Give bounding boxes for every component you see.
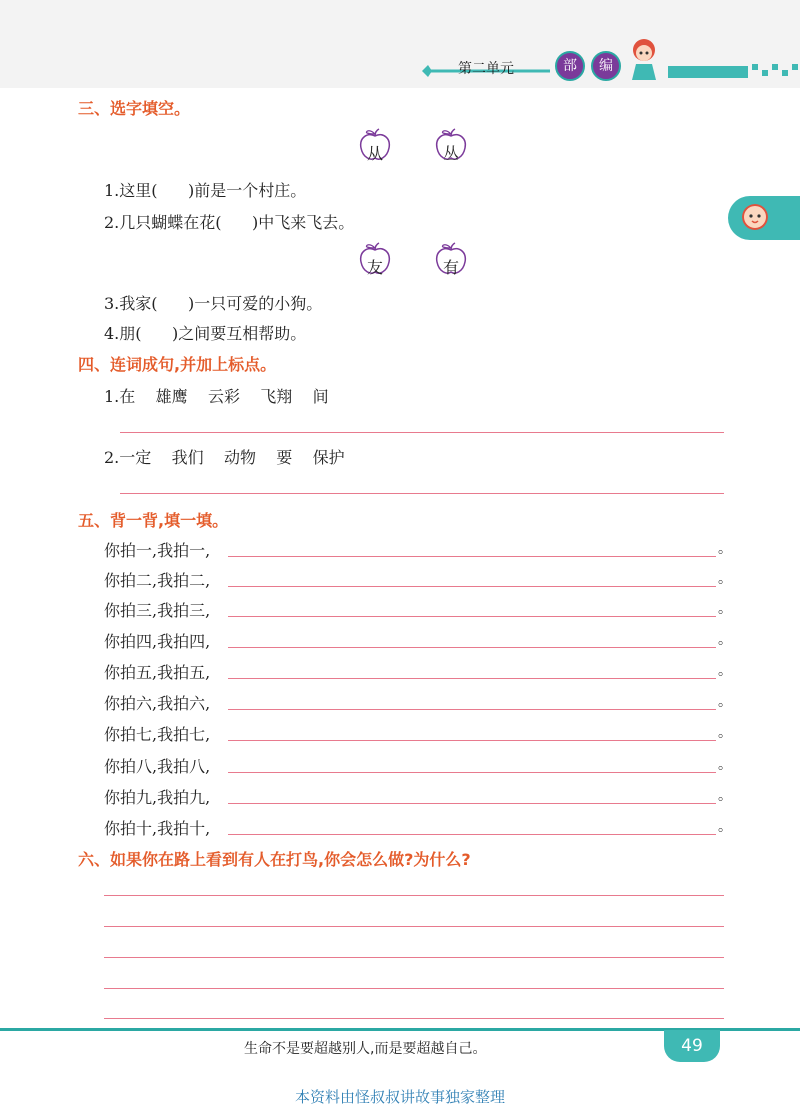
word-order-question: 2.一定 我们 动物 要 保护 bbox=[104, 448, 345, 467]
choice-char: 友 bbox=[366, 258, 383, 277]
unit-title: 第二单元 bbox=[458, 61, 514, 77]
answer-line bbox=[228, 678, 716, 679]
end-mark: 。 bbox=[718, 757, 732, 773]
rhyme-prompt: 你拍二,我拍二, bbox=[104, 571, 211, 590]
section6-title: 六、如果你在路上看到有人在打鸟,你会怎么做?为什么? bbox=[78, 850, 471, 869]
rhyme-prompt: 你拍三,我拍三, bbox=[104, 601, 211, 620]
answer-line bbox=[104, 926, 724, 927]
bian-badge: 编 bbox=[591, 51, 621, 81]
fill-question: 2.几只蝴蝶在花( )中飞来飞去。 bbox=[104, 213, 355, 232]
rhyme-prompt: 你拍一,我拍一, bbox=[104, 541, 211, 560]
answer-line bbox=[228, 556, 716, 557]
end-mark: 。 bbox=[718, 663, 732, 679]
answer-line bbox=[228, 647, 716, 648]
fill-question: 3.我家( )一只可爱的小狗。 bbox=[104, 294, 323, 313]
section5-title: 五、背一背,填一填。 bbox=[78, 511, 229, 530]
answer-line bbox=[228, 803, 716, 804]
end-mark: 。 bbox=[718, 601, 732, 617]
choice-char: 有 bbox=[442, 258, 459, 277]
page-number: 49 bbox=[664, 1030, 720, 1062]
answer-line bbox=[104, 988, 724, 989]
end-mark: 。 bbox=[718, 725, 732, 741]
rhyme-prompt: 你拍六,我拍六, bbox=[104, 694, 211, 713]
choice-char: 从 bbox=[366, 144, 383, 163]
girl-mascot-icon bbox=[622, 36, 668, 84]
fill-question: 1.这里( )前是一个村庄。 bbox=[104, 181, 307, 200]
answer-line bbox=[104, 895, 724, 896]
end-mark: 。 bbox=[718, 788, 732, 804]
answer-line bbox=[104, 1018, 724, 1019]
rhyme-prompt: 你拍八,我拍八, bbox=[104, 757, 211, 776]
answer-line bbox=[228, 616, 716, 617]
rhyme-prompt: 你拍十,我拍十, bbox=[104, 819, 211, 838]
credit-line: 本资料由怪叔叔讲故事独家整理 bbox=[294, 1088, 505, 1106]
end-mark: 。 bbox=[718, 541, 732, 557]
answer-line bbox=[120, 432, 724, 433]
fill-question: 4.朋( )之间要互相帮助。 bbox=[104, 324, 307, 343]
end-mark: 。 bbox=[718, 571, 732, 587]
word-order-question: 1.在 雄鹰 云彩 飞翔 间 bbox=[104, 387, 329, 406]
answer-line bbox=[104, 957, 724, 958]
answer-line bbox=[120, 493, 724, 494]
answer-line bbox=[228, 740, 716, 741]
section3-title: 三、选字填空。 bbox=[78, 99, 191, 118]
section4-title: 四、连词成句,并加上标点。 bbox=[78, 355, 277, 374]
end-mark: 。 bbox=[718, 819, 732, 835]
rhyme-prompt: 你拍九,我拍九, bbox=[104, 788, 211, 807]
end-mark: 。 bbox=[718, 694, 732, 710]
rhyme-prompt: 你拍五,我拍五, bbox=[104, 663, 211, 682]
end-mark: 。 bbox=[718, 632, 732, 648]
answer-line bbox=[228, 834, 716, 835]
rhyme-prompt: 你拍七,我拍七, bbox=[104, 725, 211, 744]
footer-motto: 生命不是要超越别人,而是要超越自己。 bbox=[244, 1041, 487, 1057]
rhyme-prompt: 你拍四,我拍四, bbox=[104, 632, 211, 651]
fox-face-icon bbox=[742, 204, 768, 230]
answer-line bbox=[228, 586, 716, 587]
answer-line bbox=[228, 709, 716, 710]
bu-badge: 部 bbox=[555, 51, 585, 81]
choice-char: 丛 bbox=[442, 144, 459, 163]
answer-line bbox=[228, 772, 716, 773]
